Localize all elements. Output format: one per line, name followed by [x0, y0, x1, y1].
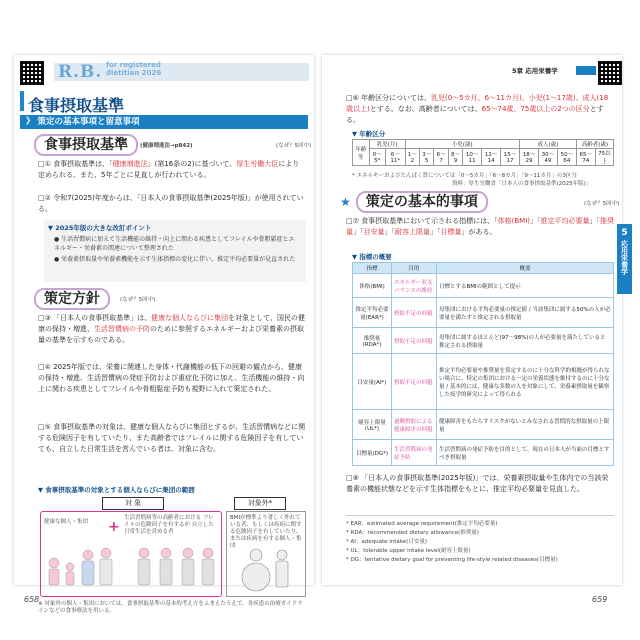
logo-subtitle [106, 61, 161, 77]
section-band: 》 策定の基本事項と留意事項 [20, 115, 308, 129]
table-row [353, 298, 614, 328]
qr-code-icon [20, 61, 44, 85]
table-row [353, 274, 614, 298]
logo: R.B. [58, 62, 103, 82]
table-header: 目的 [392, 263, 437, 274]
checkbox-icon[interactable]: □④ [38, 363, 51, 371]
table-cell: 耐容上限量(UL*) [353, 410, 392, 440]
box-point: ● 栄養素摂取量や栄養素機能を示す生体指標の変化に伴い、推定平均必要量が見直された [54, 256, 296, 263]
logo-subtitle-line1: for registered [106, 61, 161, 69]
item-5: □⑤ 食事摂取基準の対象は、健康な個人ならびに集団とするが、生活習慣病などに関する危険因子を有していたり、また高齢者ではフレイルに関する危険因子を有していても、自立した日常生活を営んでいる者は、対象に含む。 [38, 423, 306, 453]
table-cell: 推定平均必要量や推奨量を算定するのに十分な科学的根拠が得られない場合に、特定の集団における一定の栄養状態を維持するのに十分な量 / 基本的には、健康な多数の人を対象にして、栄養素摂取量を観察した疫学的研究によって得られる [437, 354, 614, 410]
bubble-intake-standard [34, 134, 138, 154]
table-cell: 12～14 [482, 149, 501, 166]
table-cell: 3～5 [420, 149, 434, 166]
table-row [353, 149, 614, 166]
title-accent [20, 91, 24, 111]
abbreviation-item: * EAR：estimated average requirement(推定平均必要量) [346, 521, 498, 527]
table-cell: 母集団に属するほとんど(97～98%)の人が必要量を満たしていると推定される摂取量 [437, 328, 614, 354]
item-6: □⑥ 年齢区分については、乳児(0～5カ月、6～11カ月)、小児(1～17歳)、成人(18歳以上)とする。なお、高齢者については、65～74歳、75歳以上の2つの区分とする。 [346, 94, 609, 124]
abbreviation-item: * RDA：recommended dietary allowance(推奨量) [346, 530, 479, 536]
table-cell: 15～17 [501, 149, 520, 166]
running-head-marker [576, 66, 596, 75]
table-cell: 乳児(月) [369, 140, 405, 149]
running-head: 5章 応用栄養学 [512, 67, 558, 75]
frail-group-label: 生活習慣病等の高齢者における フレイルの危険因子を有するが 自立した日常生活を営める者 [124, 515, 214, 535]
table-cell: 8～9 [448, 149, 462, 166]
box-title: ▼ 2025年版の大きな改訂ポイント [48, 224, 152, 232]
age-table [352, 139, 614, 166]
checkbox-icon[interactable]: □⑤ [38, 423, 51, 431]
age-table-source: 資料：厚生労働省「日本人の食事摂取基準(2025年版)」 [452, 181, 592, 187]
table-cell: 摂取不足の回避 [392, 354, 437, 410]
checkbox-icon[interactable]: □⑥ [346, 94, 359, 102]
item-7: □⑦ 食事摂取基準において示される指標には、「体格(BMI)」「推定平均必要量」「推奨量」「目安量」「耐容上限量」「目標量」がある。 [346, 217, 614, 236]
table-cell: 生活習慣病の発症予防 [392, 440, 437, 466]
bubble-policy [34, 288, 110, 308]
logo-subtitle-line2: dietitian 2026 [106, 69, 162, 77]
table-cell: 体格(BMI) [353, 274, 392, 298]
table-cell: 日標とするBMIの範囲として提示 [437, 274, 614, 298]
table-row [353, 328, 614, 354]
index-table [352, 262, 614, 466]
table-cell: 推定平均必要量(EAR*) [353, 298, 392, 328]
table-cell: 高齢者(歳) [576, 140, 613, 149]
age-table-title: ▼ 年齢区分 [352, 130, 386, 138]
table-cell: 75以上 [595, 149, 613, 166]
table-cell: 摂取不足の回避 [392, 328, 437, 354]
table-cell: 1～2 [405, 149, 419, 166]
figure-title: ▼ 食事摂取基準の対象とする個人ならびに集団の範囲 [38, 486, 195, 494]
table-cell: 65～74 [576, 149, 595, 166]
page-number: 658 [24, 595, 40, 604]
table-row [353, 410, 614, 440]
page-number: 659 [592, 595, 608, 604]
target-label: 対 象 [102, 497, 164, 510]
table-cell: エネルギー収支バランスの維持 [392, 274, 437, 298]
item-1: □① 食事摂取基準は、「健康増進法」(第16条の2)に基づいて、厚生労働大臣により定められる。また、5年ごとに見直しが行われている。 [38, 160, 300, 179]
item-2: □② 令和7(2025)年度からは、「日本人の食事摂取基準(2025年版)」が使用されている。 [38, 194, 304, 213]
table-cell: 成人(歳) [520, 140, 577, 149]
box-point: ● 生活習慣病に加えて生活機能の維持・向上に関わる疾患としてフレイルや骨粗鬆症とエネルギー・栄養素の関連について整理された [54, 236, 295, 252]
table-cell: 6～11* [385, 149, 405, 166]
bubble-title: 食事摂取基準 [34, 134, 138, 156]
table-header: 指標 [353, 263, 392, 274]
table-cell: 目安量(AI*) [353, 354, 392, 410]
table-cell: 年齢等 [353, 140, 370, 166]
index-table-title: ▼ 指標の概要 [352, 253, 392, 261]
bubble-frequency: (なぜ？5回中) [276, 143, 312, 149]
table-row [353, 140, 614, 149]
checkbox-icon[interactable]: □⑧ [346, 474, 359, 482]
side-tab-label: 応用栄養学 [620, 240, 629, 275]
table-cell: 推奨量(RDA*) [353, 328, 392, 354]
healthy-group-label: 健康な個人・集団 [44, 519, 89, 525]
checkbox-icon[interactable]: □② [38, 194, 51, 202]
chapter-side-tab[interactable] [617, 224, 632, 294]
right-page [322, 55, 622, 604]
target-figure [38, 497, 306, 597]
bubble-reference: (健康増進法→p842) [140, 143, 193, 149]
table-cell: 目標量(DG*) [353, 440, 392, 466]
checkbox-icon[interactable]: □③ [38, 314, 51, 322]
table-cell: 小児(歳) [405, 140, 519, 149]
revision-points-box [44, 220, 306, 282]
table-cell: 30～49 [538, 149, 557, 166]
item-8: □⑧ 「日本人の食事摂取基準(2025年版)」では、栄養素摂取量や生体内での当該栄養素の機能状態などを示す生体指標をもとに、推定平均必要量を見直した。 [346, 474, 609, 493]
abbreviation-item: * AI：adequate intake(目安量) [346, 539, 427, 545]
bubble-frequency: (なぜ？5回中) [120, 297, 156, 303]
table-cell: 生活習慣病の発症予防を目的として、現在の日本人が当面の目標とすべき摂取量 [437, 440, 614, 466]
table-cell: 18～29 [520, 149, 539, 166]
table-cell: 10～11 [463, 149, 482, 166]
left-page [14, 55, 314, 614]
outside-people-illustration [238, 547, 298, 593]
table-cell: 50～64 [557, 149, 576, 166]
table-cell: 0～5* [369, 149, 385, 166]
figure-note: ※ 対象外の個人・集団においては、食事摂取基準の基本的考え方をふまえたうえで、各疾患の治療ガイドラインなどの食事療法を用いる。 [38, 601, 303, 614]
table-cell: 6～7 [434, 149, 448, 166]
table-cell: 健康障害をもたらすリスクがないとみなされる習慣的な摂取量の上限量 [437, 410, 614, 440]
abbreviation-item: * UL：tolerable upper intake level(耐容上限量) [346, 548, 471, 554]
table-cell: 摂取不足の回避 [392, 298, 437, 328]
outside-label: 対象外* [234, 497, 286, 510]
bubble-title: 策定方針 [34, 288, 110, 310]
side-tab-number: 5 [621, 228, 628, 238]
table-row [353, 263, 614, 274]
star-icon: ★ [340, 195, 351, 209]
table-cell: 過剰摂取による健康障害の回避 [392, 410, 437, 440]
item-3: □③ 「日本人の食事摂取基準」は、健康な個人ならびに集団を対象として、国民の健康の保持・増進、生活習慣病の予防のために参照するエネルギーおよび栄養素の摂取量の基準を示すものである。 [38, 314, 305, 344]
checkbox-icon[interactable]: □① [38, 160, 51, 168]
bubble-basic-matters [340, 191, 488, 211]
abbreviation-list [346, 515, 614, 565]
table-header: 概要 [437, 263, 614, 274]
checkbox-icon[interactable]: □⑦ [346, 217, 359, 225]
plus-icon: + [108, 519, 120, 535]
abbreviation-item: * DG：tentative dietary goal for preventing life-style related diseases(目標量) [346, 557, 558, 563]
table-row [353, 440, 614, 466]
qr-code-icon [598, 61, 622, 85]
outside-group-label: BMIが標準より著しく外れている者、もしくは疾病に関する危険因子を有していたり、または疾病を有する個人・集団 [230, 515, 302, 549]
page-title: 食事摂取基準 [28, 96, 125, 115]
table-row [353, 354, 614, 410]
person-icon [49, 548, 214, 585]
table-cell: 母集団における平均必要量の推定値 / 当該集団に属する50%の人が必要量を満たすと推定される摂取量 [437, 298, 614, 328]
item-4: □④ 2025年版では、栄養に関連した身体・代謝機能の低下の回避の観点から、健康の保持・増進、生活習慣病の発症予防および重症化予防に加え、生活機能の維持・向上に関わる疾患としてフレイルや骨粗鬆症予防も視野に入れて策定された。 [38, 363, 305, 393]
bubble-title: 策定の基本的事項 [356, 191, 488, 213]
age-table-note: * エネルギーおよびたんぱく質については「0～5カ月」「6～8カ月」「9～11カ月」の3区分 [352, 173, 577, 179]
people-illustration [44, 541, 216, 593]
bubble-frequency: (なぜ？5回中) [584, 201, 620, 207]
